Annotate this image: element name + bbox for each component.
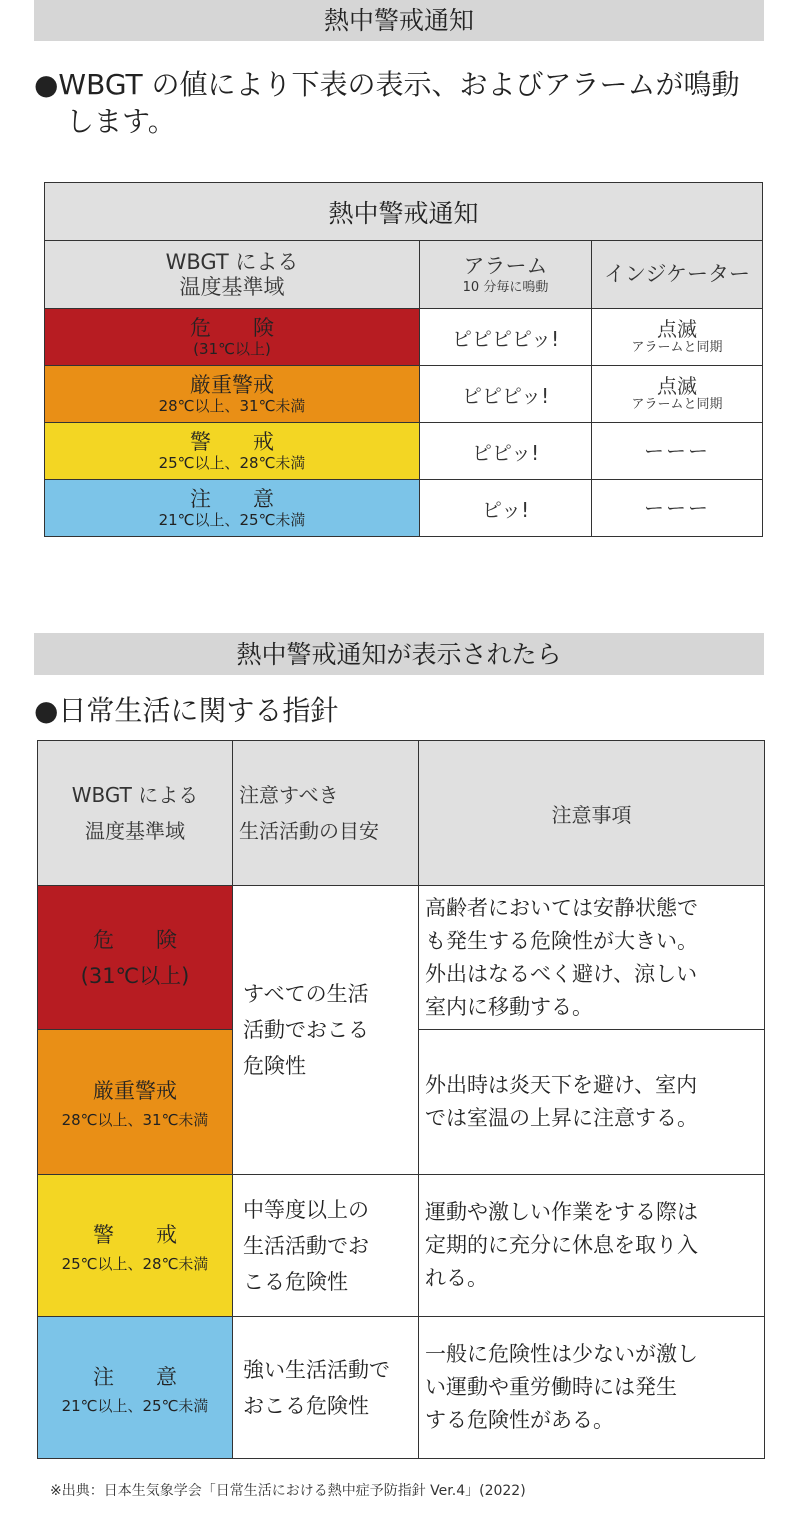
note-cell — [419, 1175, 765, 1317]
indicator-cell — [592, 423, 763, 480]
indicator-state: 点滅 — [657, 317, 698, 341]
section-heading-alert: 熱中警戒通知 — [34, 0, 764, 41]
col-wbgt-line1: WBGT による — [165, 249, 299, 274]
level-cell-danger — [38, 886, 233, 1030]
note-line: も発生する危険性が大きい。 — [425, 928, 698, 953]
activity-line: こる危険性 — [243, 1269, 348, 1294]
note-line: 外出時は炎天下を避け、室内 — [425, 1073, 698, 1097]
note-line: 一般に危険性は少ないが激し — [425, 1342, 698, 1366]
col-wbgt-line2: 温度基準域 — [85, 819, 185, 843]
activity-cell-all — [233, 886, 419, 1175]
note-line: 定期的に充分に休息を取り入 — [425, 1233, 698, 1257]
level-name: 厳重警戒 — [190, 373, 274, 397]
level-cell-caution — [38, 1317, 233, 1459]
col-wbgt-line2: 温度基準域 — [179, 274, 285, 299]
col-alarm-line2: 10 分毎に鳴動 — [462, 279, 549, 295]
activity-cell-moderate — [233, 1175, 419, 1317]
level-range: 25℃以上、28℃未満 — [158, 454, 306, 472]
intro-line-2: します。 — [66, 105, 176, 138]
level-name: 危 険 — [190, 316, 274, 340]
activity-line: 強い生活活動で — [243, 1357, 390, 1382]
activity-cell-strenuous — [233, 1317, 419, 1459]
level-cell-caution — [45, 480, 420, 537]
level-name: 厳重警戒 — [93, 1079, 177, 1103]
activity-line: おこる危険性 — [243, 1393, 369, 1418]
col-notes-header: 注意事項 — [419, 741, 765, 886]
alarm-sound: ピピピッ! — [420, 366, 592, 423]
col-wbgt-header — [38, 741, 233, 886]
activity-line: すべての生活 — [243, 982, 369, 1006]
level-cell-severe — [45, 366, 420, 423]
table-row — [38, 1317, 765, 1459]
table-row — [45, 480, 763, 537]
note-cell — [419, 1317, 765, 1459]
col-alarm-header — [420, 241, 592, 309]
col-indicator-label: インジケーター — [603, 262, 751, 286]
alert-table-title: 熱中警戒通知 — [45, 183, 763, 241]
activity-line: 中等度以上の — [243, 1197, 369, 1222]
activity-line: 活動でおこる — [243, 1018, 369, 1042]
level-range: 28℃以上、31℃未満 — [61, 1111, 209, 1129]
table-row — [45, 366, 763, 423]
table-row — [38, 1175, 765, 1317]
level-range: 21℃以上、25℃未満 — [158, 511, 306, 529]
table-row — [38, 886, 765, 1030]
source-footnote: ※出典：日本生気象学会「日常生活における熱中症予防指針 Ver.4」(2022) — [50, 1483, 526, 1499]
level-name: 警 戒 — [93, 1222, 177, 1247]
level-range: (31℃以上) — [193, 340, 271, 358]
note-line: 室内に移動する。 — [425, 994, 593, 1019]
level-name: 注 意 — [190, 487, 274, 511]
note-line: 高齢者においては安静状態で — [425, 895, 698, 920]
note-line: 外出はなるべく避け、涼しい — [425, 961, 698, 986]
level-cell-danger — [45, 309, 420, 366]
guideline-table — [37, 740, 765, 1459]
indicator-state: ーーー — [644, 439, 711, 463]
indicator-cell — [592, 480, 763, 537]
section-heading-guidance: 熱中警戒通知が表示されたら — [34, 633, 764, 675]
table-row — [45, 309, 763, 366]
level-cell-warning — [38, 1175, 233, 1317]
level-name: 警 戒 — [190, 430, 274, 454]
note-line: い運動や重労働時には発生 — [425, 1375, 677, 1399]
indicator-note: アラームと同期 — [631, 397, 723, 412]
intro-line-1: ●WBGT の値により下表の表示、およびアラームが鳴動 — [34, 68, 740, 101]
indicator-state: 点滅 — [657, 374, 698, 398]
indicator-note: アラームと同期 — [631, 340, 723, 355]
level-name: 危 険 — [93, 927, 177, 952]
table-row — [45, 423, 763, 480]
level-range: 21℃以上、25℃未満 — [61, 1396, 209, 1415]
alert-table — [44, 182, 763, 537]
level-range: 25℃以上、28℃未満 — [61, 1254, 209, 1273]
note-cell — [419, 1030, 765, 1175]
activity-line: 危険性 — [243, 1054, 306, 1078]
col-indicator-header — [592, 241, 763, 309]
note-line: 運動や激しい作業をする際は — [425, 1200, 698, 1224]
level-cell-warning — [45, 423, 420, 480]
intro-text — [34, 66, 740, 140]
activity-line: 生活活動でお — [243, 1233, 369, 1258]
level-name: 注 意 — [93, 1364, 177, 1389]
col-activity-line2: 生活活動の目安 — [239, 819, 379, 843]
col-wbgt-header — [45, 241, 420, 309]
alarm-sound: ピピピピッ! — [420, 309, 592, 366]
col-alarm-line1: アラーム — [463, 253, 548, 278]
level-range: (31℃以上) — [80, 963, 190, 988]
level-cell-severe — [38, 1030, 233, 1175]
indicator-state: ーーー — [644, 496, 711, 520]
alarm-sound: ピッ! — [420, 480, 592, 537]
col-activity-line1: 注意すべき — [239, 783, 339, 807]
indicator-cell — [592, 309, 763, 366]
col-activity-header — [233, 741, 419, 886]
note-cell — [419, 886, 765, 1030]
alarm-sound: ピピッ! — [420, 423, 592, 480]
note-line: では室温の上昇に注意する。 — [425, 1106, 698, 1130]
indicator-cell — [592, 366, 763, 423]
guidance-subtitle: ●日常生活に関する指針 — [34, 694, 339, 727]
level-range: 28℃以上、31℃未満 — [158, 397, 306, 415]
col-wbgt-line1: WBGT による — [71, 783, 199, 807]
note-line: する危険性がある。 — [425, 1408, 614, 1432]
note-line: れる。 — [425, 1266, 488, 1290]
